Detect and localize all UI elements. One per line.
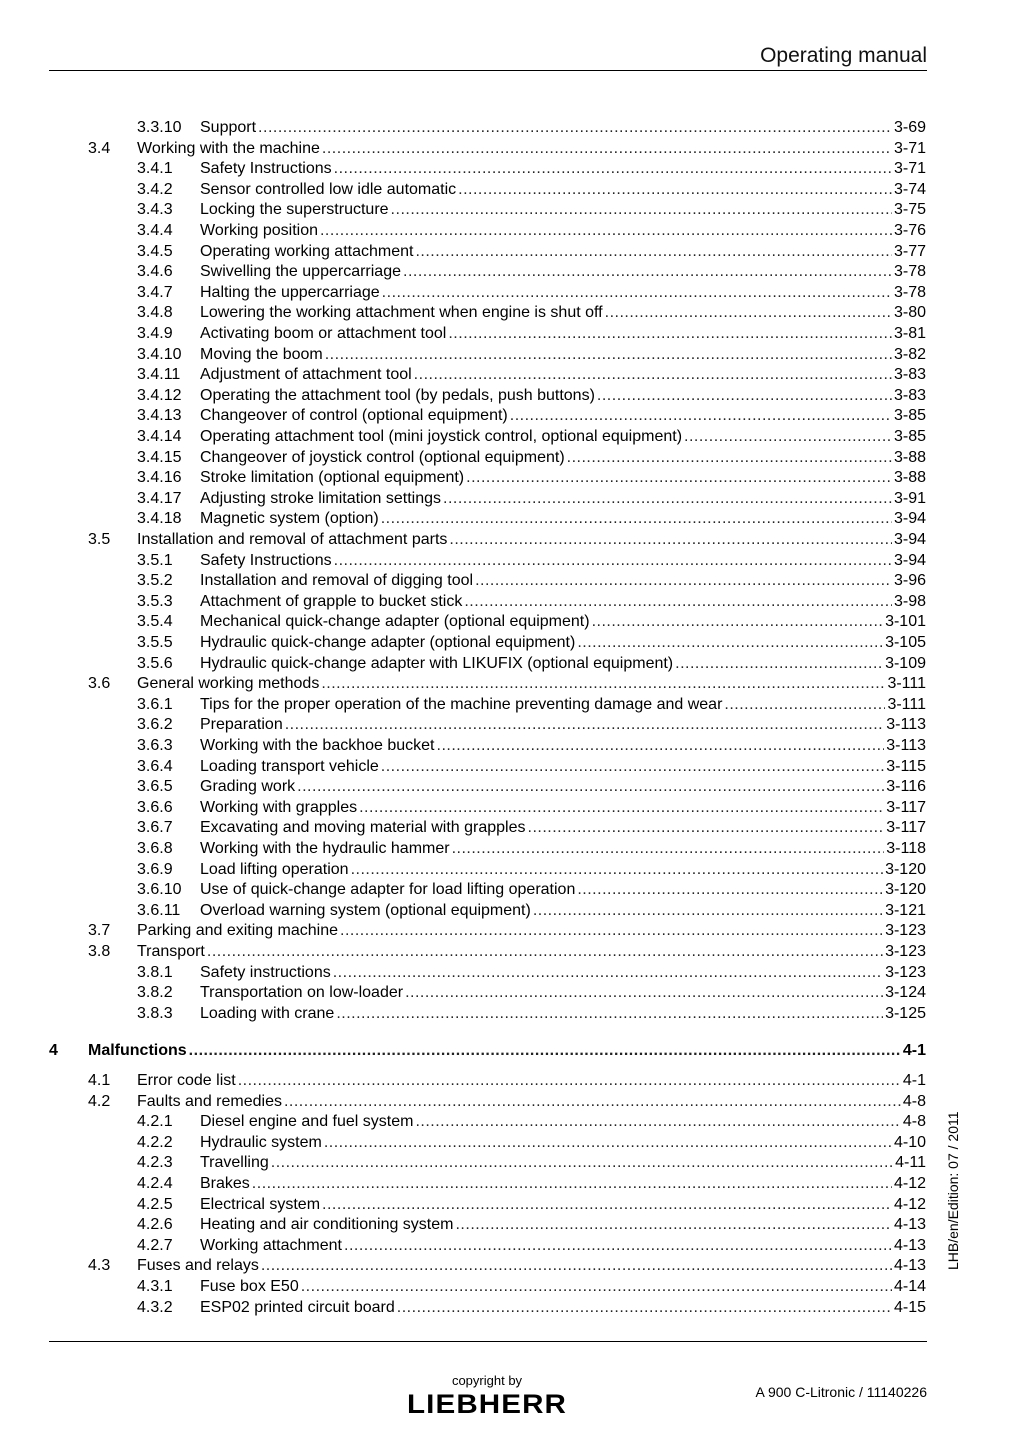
toc-leader-dots [320, 221, 892, 241]
toc-leader-dots [675, 654, 883, 674]
toc-entry[interactable] [0, 1112, 1024, 1132]
toc-entry-title: Electrical system [200, 1195, 321, 1213]
toc-entry-page: 3-123 [885, 943, 926, 960]
toc-entry-number: 4.3.1 [137, 1278, 173, 1295]
toc-entry-title: Travelling [200, 1154, 269, 1172]
toc-entry-title: Transport [137, 943, 205, 960]
toc-entry[interactable] [0, 1236, 1024, 1256]
toc-entry-number: 4.2.4 [137, 1175, 173, 1192]
toc-leader-dots [475, 571, 892, 591]
toc-entry-page: 3-85 [893, 407, 926, 425]
toc-entry[interactable] [0, 262, 1024, 282]
toc-entry-number: 3.5.3 [137, 592, 173, 610]
toc-entry[interactable] [0, 592, 1024, 612]
toc-leader-dots [334, 551, 892, 571]
toc-entry-title: Operating working attachment [200, 242, 414, 260]
toc-entry-page: 3-75 [893, 201, 926, 219]
toc-entry[interactable] [0, 963, 1024, 983]
toc-leader-dots [359, 798, 884, 818]
toc-leader-dots [333, 963, 883, 983]
toc-leader-dots [533, 901, 883, 921]
toc-entry-page: 3-125 [885, 1004, 926, 1022]
toc-entry-number: 3.4.5 [137, 242, 173, 260]
toc-entry-page: 3-77 [893, 242, 926, 260]
toc-entry[interactable] [0, 736, 1024, 756]
toc-entry-number: 3.4.13 [137, 407, 182, 425]
toc-entry-page: 3-80 [893, 304, 926, 322]
toc-entry-title: Faults and remedies [137, 1092, 282, 1110]
toc-entry-number: 3.5.4 [137, 613, 173, 631]
document-id: A 900 C-Litronic / 11140226 [755, 1384, 927, 1400]
toc-entry-page: 3-120 [885, 881, 926, 899]
toc-leader-dots [466, 468, 892, 488]
toc-leader-dots [321, 674, 885, 694]
toc-entry-title: Changeover of joystick control (optional equipment) [200, 448, 565, 466]
toc-entry-number: 3.4.8 [137, 304, 173, 322]
toc-leader-dots [325, 345, 892, 365]
toc-entry[interactable] [0, 983, 1024, 1003]
toc-entry-number: 3.4.6 [137, 263, 173, 281]
toc-entry-title: Fuse box E50 [200, 1278, 299, 1295]
header-title: Operating manual [760, 44, 927, 67]
toc-leader-dots [414, 365, 892, 385]
toc-leader-dots [301, 1277, 892, 1297]
toc-leader-dots [271, 1153, 893, 1173]
toc-entry-page: 3-83 [893, 366, 926, 384]
toc-entry[interactable] [0, 180, 1024, 200]
toc-entry[interactable] [0, 427, 1024, 447]
toc-entry-title: Excavating and moving material with grapples [200, 819, 526, 837]
toc-entry[interactable] [0, 818, 1024, 838]
toc-entry[interactable] [0, 1195, 1024, 1215]
toc-entry[interactable] [0, 612, 1024, 632]
toc-entry-number: 3.4.3 [137, 201, 173, 219]
toc-entry-page: 3-88 [893, 469, 926, 487]
toc-leader-dots [528, 818, 885, 838]
toc-entry-page: 3-111 [887, 675, 926, 693]
toc-entry-number: 3.8.3 [137, 1004, 173, 1022]
toc-entry-page: 4-8 [902, 1092, 926, 1110]
toc-entry[interactable] [0, 798, 1024, 818]
toc-entry-number: 3.5.6 [137, 654, 173, 672]
toc-entry[interactable] [0, 654, 1024, 674]
toc-leader-dots [381, 757, 884, 777]
toc-entry[interactable] [0, 571, 1024, 591]
toc-entry-title: Hydraulic quick-change adapter (optional equipment) [200, 634, 576, 651]
toc-entry[interactable] [0, 468, 1024, 488]
toc-entry-title: Adjustment of attachment tool [200, 366, 412, 384]
toc-entry-page: 3-82 [893, 345, 926, 363]
toc-entry-number: 3.4.1 [137, 160, 173, 178]
toc-entry-page: 3-96 [893, 572, 926, 590]
toc-entry-title: ESP02 printed circuit board [200, 1298, 395, 1316]
toc-entry[interactable] [0, 1215, 1024, 1235]
toc-entry-page: 3-120 [885, 860, 926, 878]
toc-entry-number: 3.8 [88, 943, 111, 960]
edition-label: LHB/en/Edition: 07 / 2011 [945, 1111, 961, 1270]
toc-entry-number: 3.6.11 [137, 901, 181, 919]
toc-leader-dots [455, 1215, 891, 1235]
toc-leader-dots [297, 777, 884, 797]
toc-entry[interactable] [0, 221, 1024, 241]
toc-entry[interactable] [0, 324, 1024, 344]
toc-leader-dots [510, 406, 892, 426]
toc-entry-number: 3.5 [88, 531, 111, 548]
toc-entry[interactable] [0, 386, 1024, 406]
toc-entry[interactable] [0, 365, 1024, 385]
toc-entry-page: 3-101 [885, 613, 926, 631]
toc-entry-title: Moving the boom [200, 345, 323, 363]
toc-entry-number: 4.2.3 [137, 1154, 173, 1172]
toc-entry-title: Installation and removal of digging tool [200, 572, 474, 590]
toc-entry-title: Diesel engine and fuel system [200, 1113, 414, 1131]
toc-entry-page: 4-14 [893, 1278, 926, 1295]
toc-entry-page: 3-105 [885, 634, 926, 651]
toc-entry-title: Preparation [200, 716, 283, 734]
toc-entry[interactable] [0, 159, 1024, 179]
toc-entry-number: 3.4.14 [137, 428, 182, 445]
toc-entry-page: 4-11 [895, 1154, 926, 1172]
toc-entry-page: 3-78 [893, 263, 926, 281]
toc-entry[interactable] [0, 118, 1024, 138]
toc-entry[interactable] [0, 1153, 1024, 1173]
toc-entry-title: Safety instructions [200, 963, 331, 981]
toc-entry-number: 4 [49, 1042, 58, 1060]
toc-entry-title: Error code list [137, 1072, 236, 1089]
copyright-text: copyright by [451, 1373, 523, 1388]
toc-leader-dots [285, 715, 885, 735]
footer-rule [49, 1341, 927, 1342]
toc-entry-title: Loading with crane [200, 1004, 335, 1022]
toc-entry-page: 3-113 [886, 737, 926, 754]
toc-entry-page: 3-76 [893, 222, 926, 239]
toc-entry[interactable] [0, 1174, 1024, 1194]
toc-entry-number: 4.2.5 [137, 1195, 173, 1213]
toc-leader-dots [207, 942, 883, 962]
toc-entry-title: Working with the machine [137, 139, 320, 157]
toc-entry-page: 3-109 [885, 654, 926, 672]
toc-entry-page: 4-13 [893, 1236, 926, 1254]
toc-entry-number: 4.1 [88, 1072, 111, 1089]
toc-leader-dots [597, 386, 892, 406]
toc-leader-dots [448, 324, 892, 344]
toc-leader-dots [403, 262, 892, 282]
toc-entry-page: 3-94 [893, 510, 926, 528]
toc-entry-title: Working attachment [200, 1236, 342, 1254]
toc-leader-dots [567, 448, 892, 468]
toc-entry-title: Halting the uppercarriage [200, 283, 380, 301]
toc-entry[interactable] [0, 942, 1024, 962]
toc-leader-dots [284, 1092, 901, 1112]
toc-entry-number: 3.6.10 [137, 881, 182, 899]
toc-leader-dots [684, 427, 892, 447]
toc-entry-title: Locking the superstructure [200, 201, 389, 219]
toc-entry-title: Magnetic system (option) [200, 510, 379, 528]
toc-entry-page: 3-98 [893, 592, 926, 610]
toc-entry-number: 4.2.6 [137, 1216, 173, 1234]
toc-entry[interactable] [0, 530, 1024, 550]
toc-entry-title: Safety Instructions [200, 551, 332, 569]
toc-entry-number: 3.6.1 [137, 695, 173, 713]
toc-entry-page: 4-13 [893, 1257, 926, 1275]
toc-entry-page: 3-71 [893, 139, 926, 157]
toc-leader-dots [344, 1236, 892, 1256]
toc-entry-title: Fuses and relays [137, 1257, 259, 1275]
toc-entry-page: 4-10 [893, 1133, 926, 1151]
toc-entry[interactable] [0, 1277, 1024, 1297]
toc-entry-number: 3.6.7 [137, 819, 173, 837]
toc-entry-number: 3.4.9 [137, 325, 173, 342]
toc-entry-number: 3.7 [88, 922, 111, 940]
toc-entry-number: 3.6.4 [137, 757, 173, 775]
toc-entry-number: 3.8.2 [137, 984, 173, 1002]
toc-leader-dots [464, 592, 892, 612]
toc-entry-page: 3-69 [893, 119, 926, 136]
toc-entry-title: Operating attachment tool (mini joystick control, optional equipment) [200, 428, 683, 445]
toc-leader-dots [592, 612, 884, 632]
toc-entry-title: Support [200, 119, 257, 136]
toc-leader-dots [340, 921, 883, 941]
toc-entry-number: 3.6.2 [137, 716, 173, 734]
toc-entry-page: 4-8 [902, 1113, 926, 1131]
toc-entry-number: 3.4.15 [137, 448, 182, 466]
toc-entry-number: 3.6.8 [137, 840, 173, 857]
toc-entry-title: Sensor controlled low idle automatic [200, 180, 457, 198]
toc-entry-number: 3.5.5 [137, 634, 173, 651]
toc-entry-title: Tips for the proper operation of the machine preventing damage and wear [200, 695, 723, 713]
toc-leader-dots [189, 1041, 901, 1061]
toc-entry-page: 3-83 [893, 386, 926, 404]
toc-entry-number: 4.2.2 [137, 1133, 173, 1151]
toc-entry-number: 4.3.2 [137, 1298, 173, 1316]
toc-entry-number: 3.4.11 [137, 366, 181, 384]
toc-entry-title: Load lifting operation [200, 860, 349, 878]
toc-entry-page: 3-124 [885, 984, 926, 1002]
toc-entry[interactable] [0, 509, 1024, 529]
toc-entry-title: Swivelling the uppercarriage [200, 263, 401, 281]
toc-leader-dots [452, 839, 885, 859]
toc-entry[interactable] [0, 777, 1024, 797]
toc-leader-dots [238, 1071, 901, 1091]
toc-leader-dots [382, 283, 892, 303]
toc-entry-number: 3.4.2 [137, 180, 173, 198]
toc-entry-number: 3.4.17 [137, 489, 182, 507]
toc-entry[interactable] [0, 139, 1024, 159]
toc-entry-number: 3.4 [88, 139, 111, 157]
toc-leader-dots [322, 139, 892, 159]
toc-entry-number: 4.2 [88, 1092, 111, 1110]
toc-entry[interactable] [0, 1256, 1024, 1276]
toc-entry-title: Adjusting stroke limitation settings [200, 489, 441, 507]
toc-entry[interactable] [0, 303, 1024, 323]
toc-entry-number: 4.2.1 [137, 1113, 173, 1131]
toc-entry[interactable] [0, 448, 1024, 468]
toc-entry-page: 4-1 [902, 1042, 926, 1060]
toc-entry[interactable] [0, 200, 1024, 220]
toc-entry-number: 3.3.10 [137, 119, 182, 136]
toc-entry-page: 3-116 [886, 778, 926, 796]
toc-entry-title: Operating the attachment tool (by pedals, push buttons) [200, 386, 595, 404]
toc-entry-page: 3-94 [893, 531, 926, 548]
toc-entry-title: Parking and exiting machine [137, 922, 339, 940]
toc-entry-page: 3-117 [886, 798, 926, 816]
toc-entry-page: 3-123 [885, 963, 926, 981]
toc-entry[interactable] [0, 757, 1024, 777]
toc-leader-dots [258, 118, 892, 138]
toc-entry-page: 4-12 [893, 1195, 926, 1213]
toc-leader-dots [252, 1174, 892, 1194]
toc-entry[interactable] [0, 1071, 1024, 1091]
toc-entry-title: Working with the hydraulic hammer [200, 840, 450, 857]
toc-entry-page: 3-91 [893, 489, 926, 507]
header-rule [49, 70, 927, 71]
toc-entry-title: Working with the backhoe bucket [200, 737, 435, 754]
toc-entry-page: 4-1 [902, 1072, 926, 1089]
toc-entry[interactable] [0, 1092, 1024, 1112]
toc-entry-title: Hydraulic system [200, 1133, 322, 1151]
toc-entry-number: 3.6.5 [137, 778, 173, 796]
toc-entry[interactable] [0, 1133, 1024, 1153]
toc-leader-dots [605, 303, 892, 323]
toc-entry-title: Grading work [200, 778, 296, 796]
toc-entry-title: Hydraulic quick-change adapter with LIKUFIX (optional equipment) [200, 654, 674, 672]
toc-entry-title: Activating boom or attachment tool [200, 325, 447, 342]
toc-entry-title: Stroke limitation (optional equipment) [200, 469, 465, 487]
toc-entry-number: 3.4.7 [137, 283, 173, 301]
toc-entry-number: 3.4.12 [137, 386, 182, 404]
toc-entry-number: 3.5.1 [137, 551, 173, 569]
toc-entry-title: Installation and removal of attachment parts [137, 531, 448, 548]
toc-entry-page: 3-113 [886, 716, 926, 734]
toc-entry-number: 3.4.16 [137, 469, 182, 487]
toc-entry-number: 3.6 [88, 675, 111, 693]
toc-leader-dots [443, 489, 892, 509]
toc-leader-dots [381, 509, 892, 529]
toc-leader-dots [724, 695, 885, 715]
toc-entry-title: Brakes [200, 1175, 250, 1192]
toc-leader-dots [449, 530, 892, 550]
toc-entry-title: Transportation on low-loader [200, 984, 404, 1002]
toc-entry-title: Use of quick-change adapter for load lifting operation [200, 881, 576, 899]
toc-entry[interactable] [0, 283, 1024, 303]
toc-entry[interactable] [0, 1298, 1024, 1318]
toc-entry[interactable] [0, 921, 1024, 941]
toc-entry-title: Loading transport vehicle [200, 757, 379, 775]
toc-entry-title: Safety Instructions [200, 160, 332, 178]
toc-leader-dots [415, 1112, 900, 1132]
toc-entry-number: 4.3 [88, 1257, 111, 1275]
toc-leader-dots [322, 1195, 892, 1215]
toc-leader-dots [437, 736, 885, 756]
toc-entry-page: 3-94 [893, 551, 926, 569]
toc-entry-page: 3-115 [886, 757, 926, 775]
toc-entry[interactable] [0, 715, 1024, 735]
toc-entry[interactable] [0, 880, 1024, 900]
toc-entry-number: 3.4.18 [137, 510, 182, 528]
toc-entry-page: 4-12 [893, 1175, 926, 1192]
toc-entry-page: 3-71 [893, 160, 926, 178]
toc-leader-dots [577, 633, 883, 653]
liebherr-logo [405, 1390, 569, 1416]
toc-entry-page: 3-118 [886, 840, 926, 857]
toc-entry-title: General working methods [137, 675, 320, 693]
toc-entry-number: 3.6.6 [137, 798, 173, 816]
toc-leader-dots [336, 1004, 883, 1024]
toc-entry[interactable] [0, 406, 1024, 426]
toc-entry[interactable] [0, 345, 1024, 365]
toc-leader-dots [458, 180, 892, 200]
toc-entry[interactable] [0, 695, 1024, 715]
toc-leader-dots [405, 983, 883, 1003]
toc-entry-page: 3-78 [893, 283, 926, 301]
toc-entry-page: 3-117 [886, 819, 926, 837]
toc-entry[interactable] [0, 551, 1024, 571]
toc-entry-number: 3.8.1 [137, 963, 173, 981]
toc-leader-dots [324, 1133, 892, 1153]
toc-entry-title: Mechanical quick-change adapter (optional equipment) [200, 613, 590, 631]
toc-entry-page: 4-13 [893, 1216, 926, 1234]
toc-entry-number: 3.6.3 [137, 737, 173, 754]
toc-entry[interactable] [0, 839, 1024, 859]
toc-entry[interactable] [0, 1041, 1024, 1061]
toc-entry-page: 3-123 [885, 922, 926, 940]
toc-entry-title: Overload warning system (optional equipment) [200, 901, 531, 919]
toc-entry[interactable] [0, 1004, 1024, 1024]
toc-leader-dots [577, 880, 883, 900]
toc-entry-number: 3.4.4 [137, 222, 173, 239]
toc-entry[interactable] [0, 633, 1024, 653]
toc-leader-dots [351, 860, 884, 880]
toc-entry-title: Changeover of control (optional equipment) [200, 407, 508, 425]
toc-leader-dots [261, 1256, 892, 1276]
toc-entry-number: 3.6.9 [137, 860, 173, 878]
toc-entry-page: 3-111 [887, 695, 926, 713]
toc-entry[interactable] [0, 242, 1024, 262]
toc-entry-title: Malfunctions [88, 1042, 187, 1060]
toc-entry-number: 3.5.2 [137, 572, 173, 590]
toc-entry-page: 3-88 [893, 448, 926, 466]
toc-entry[interactable] [0, 901, 1024, 921]
toc-entry-title: Working with grapples [200, 798, 358, 816]
toc-entry[interactable] [0, 674, 1024, 694]
toc-entry-number: 4.2.7 [137, 1236, 173, 1254]
toc-entry-page: 3-81 [893, 325, 926, 342]
toc-entry-title: Heating and air conditioning system [200, 1216, 454, 1234]
svg-text:LIEBHERR: LIEBHERR [407, 1390, 567, 1416]
toc-leader-dots [415, 242, 892, 262]
toc-entry-page: 3-74 [893, 180, 926, 198]
toc-leader-dots [397, 1298, 892, 1318]
toc-leader-dots [334, 159, 892, 179]
toc-entry-page: 3-85 [893, 428, 926, 445]
toc-entry[interactable] [0, 489, 1024, 509]
toc-entry-title: Attachment of grapple to bucket stick [200, 592, 463, 610]
toc-entry-page: 3-121 [885, 901, 926, 919]
toc-entry-title: Working position [200, 222, 318, 239]
toc-entry[interactable] [0, 860, 1024, 880]
toc-leader-dots [391, 200, 892, 220]
toc-entry-title: Lowering the working attachment when engine is shut off [200, 304, 603, 322]
toc-entry-number: 3.4.10 [137, 345, 182, 363]
toc-entry-page: 4-15 [893, 1298, 926, 1316]
